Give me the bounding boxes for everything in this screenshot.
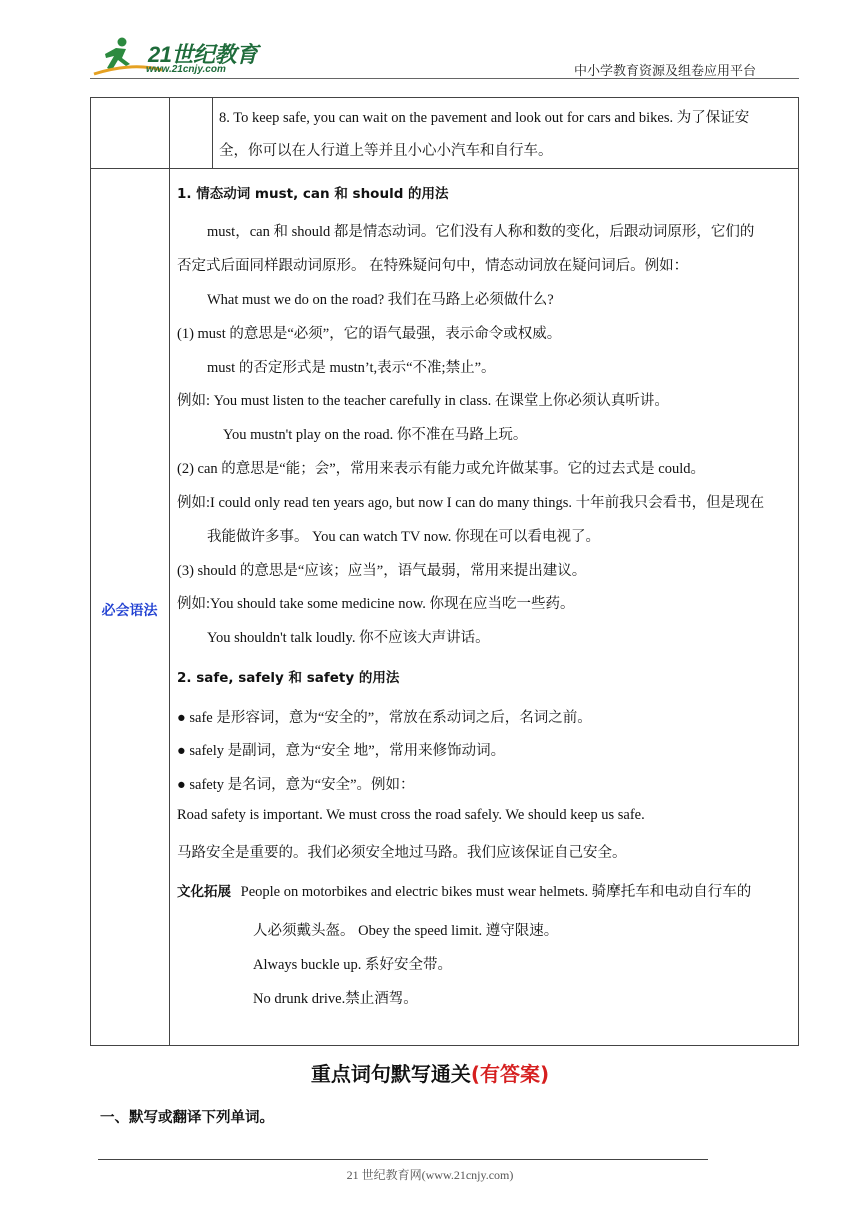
grammar-heading-2: 2. safe, safely 和 safety 的用法 — [177, 670, 400, 686]
page-header — [0, 0, 860, 92]
grammar-text: You mustn't play on the road. 你不准在马路上玩。 — [223, 427, 528, 443]
bullet-item: ● safety 是名词，意为“安全”。例如： — [177, 777, 415, 793]
grammar-text: must，can 和 should 都是情态动词。它们没有人称和数的变化，后跟动词原形，它们的 — [207, 224, 755, 240]
grammar-text: 例如:I could only read ten years ago, but now I can do many things. 十年前我只会看书，但是现在 — [177, 495, 765, 511]
grammar-text: (2) can 的意思是“能；会”，常用来表示有能力或允许做某事。它的过去式是 could。 — [177, 461, 705, 477]
grammar-text: Road safety is important. We must cross the road safely. We should keep us safe. — [177, 807, 645, 823]
table-row — [91, 98, 799, 169]
grammar-text: You shouldn't talk loudly. 你不应该大声讲话。 — [207, 630, 490, 646]
section-label: 必会语法 — [101, 603, 158, 619]
bullet-item: ● safely 是副词，意为“安全 地”，常用来修饰动词。 — [177, 743, 506, 759]
platform-name: 中小学教育资源及组卷应用平台 — [573, 64, 756, 79]
sentence-8: 8. To keep safe, you can wait on the pavement and look out for cars and bikes. 为了保证安 全，你可以在人行道上等并且小心小汽车和自行车。 — [219, 110, 750, 159]
grammar-text: 我能做许多事。 You can watch TV now. 你现在可以看电视了。 — [207, 529, 600, 545]
grammar-text: What must we do on the road? 我们在马路上必须做什么? — [207, 292, 554, 308]
page-title: 重点词句默写通关(有答案) — [310, 1062, 550, 1086]
column-divider — [169, 166, 170, 1045]
footer-text: 21 世纪教育网(www.21cnjy.com) — [346, 1168, 514, 1182]
section-heading: 一、默写或翻译下列单词。 — [100, 1110, 274, 1126]
culture-line-4: No drunk drive.禁止酒驾。 — [253, 991, 418, 1007]
grammar-text: 否定式后面同样跟动词原形。 在特殊疑问句中，情态动词放在疑问词后。例如： — [177, 258, 689, 274]
grammar-text: must 的否定形式是 mustn’t,表示“不准;禁止”。 — [207, 360, 496, 376]
logo-text: 21世纪教育 — [148, 42, 258, 67]
culture-line-1: 文化拓展 People on motorbikes and electric bikes must wear helmets. 骑摩托车和电动自行车的 — [177, 884, 752, 900]
logo-url: www.21cnjy.com — [146, 64, 226, 75]
footer-divider — [98, 1159, 708, 1160]
culture-tag: 文化拓展 — [177, 884, 231, 900]
culture-line-3: Always buckle up. 系好安全带。 — [253, 957, 452, 973]
grammar-text: (1) must 的意思是“必须”，它的语气最强，表示命令或权威。 — [177, 326, 562, 342]
grammar-text: (3) should 的意思是“应该；应当”，语气最弱，常用来提出建议。 — [177, 563, 587, 579]
grammar-text: 例如: You must listen to the teacher carefully in class. 在课堂上你必须认真听讲。 — [177, 393, 669, 409]
header-divider — [90, 78, 799, 79]
culture-line-2: 人必须戴头盔。 Obey the speed limit. 遵守限速。 — [253, 923, 559, 939]
bullet-item: ● safe 是形容词，意为“安全的”，常放在系动词之后，名词之前。 — [177, 710, 592, 726]
grammar-text: 马路安全是重要的。我们必须安全地过马路。我们应该保证自己安全。 — [177, 845, 627, 861]
grammar-heading-1: 1. 情态动词 must, can 和 should 的用法 — [177, 186, 449, 202]
grammar-text: 例如:You should take some medicine now. 你现在应当吃一些药。 — [177, 596, 575, 612]
